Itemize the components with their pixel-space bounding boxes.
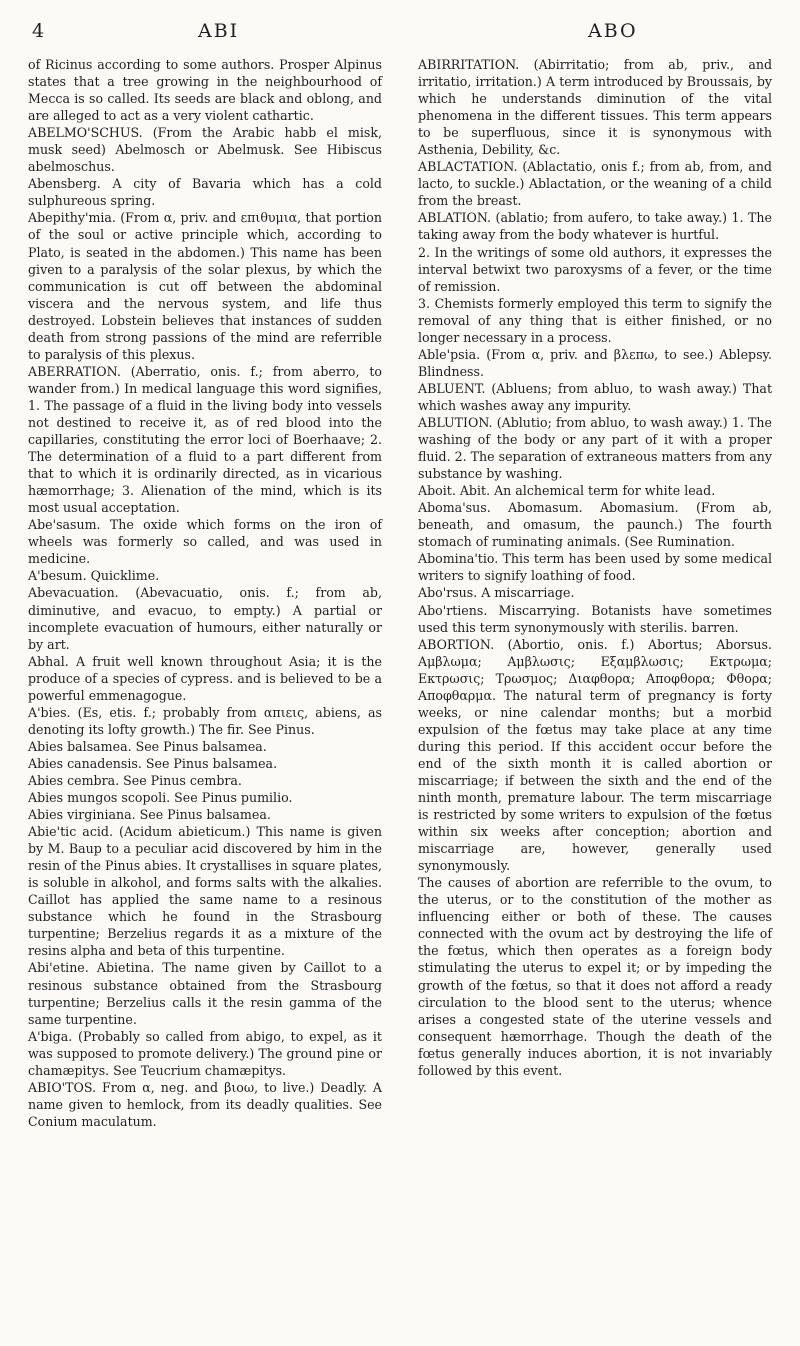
entry-abies-canadensis: Abies canadensis. See Pinus balsamea. [28, 755, 278, 771]
entry-abies-balsamea: Abies balsamea. See Pinus balsamea. [28, 738, 267, 754]
entry-ricinus-continuation: of Ricinus according to some authors. Prosper Alpinus states that a tree growing in the neighbourhood of Mecca is so called. Its seeds are black and oblong, and are alleged to act as a very violent cathartic. [28, 57, 382, 124]
left-headword: ABI [198, 20, 240, 42]
entry-ablepsia: Able'psia. (From α, priv. and βλεπω, to see.) Ablepsy. Blindness. [418, 346, 772, 379]
left-column [28, 56, 382, 1130]
entry-abietic-acid: Abie'tic acid. (Acidum abieticum.) This name is given by M. Baup to a peculiar acid discovered by him in the resin of the Pinus abies. It crystallises in square plates, is soluble in alkohol, and forms salts with the alkalies. Caillot has applied the same name to a resinous substance which he found in the Strasbourg turpentine; Berzelius regards it as a mixture of the resins alpha and beta of this turpentine. [28, 824, 382, 959]
entry-abluent: ABLUENT. (Abluens; from abluo, to wash away.) That which washes away any impurity. [418, 380, 772, 413]
entry-abiotos: ABIO'TOS. From α, neg. and βιοω, to live.) Deadly. A name given to hemlock, from its deadly qualities. See Conium maculatum. [28, 1079, 382, 1129]
entry-ablactation: ABLACTATION. (Ablactatio, onis f.; from ab, from, and lacto, to suckle.) Ablactation, or the weaning of a child from the breast. [418, 159, 772, 209]
entry-abies: A'bies. (Es, etis. f.; probably from απιεις, abiens, as denoting its lofty growth.) The fir. See Pinus. [28, 704, 382, 737]
entry-aboit: Aboit. Abit. An alchemical term for white lead. [418, 483, 716, 499]
right-headword: ABO [588, 20, 638, 42]
entry-abies-mungos: Abies mungos scopoli. See Pinus pumilio. [28, 790, 293, 806]
entry-ablation-sense-2: 2. In the writings of some old authors, it expresses the interval betwixt two paroxysms of a fever, or the time of remission. [418, 244, 772, 294]
page-number: 4 [32, 20, 45, 42]
entry-abesasum: Abe'sasum. The oxide which forms on the iron of wheels was formerly so called, and was used in medicine. [28, 517, 382, 567]
right-column [418, 56, 772, 1130]
entry-aborsus: Abo'rsus. A miscarriage. [418, 585, 575, 601]
entry-abevacuation: Abevacuation. (Abevacuatio, onis. f.; from ab, diminutive, and evacuo, to empty.) A partial or incomplete evacuation of humours, either naturally or by art. [28, 585, 382, 652]
entry-abiga: A'biga. (Probably so called from abigo, to expel, as it was supposed to promote delivery.) The ground pine or chamæpitys. See Teucrium chamæpitys. [28, 1028, 382, 1078]
entry-abominatio: Abomina'tio. This term has been used by some medical writers to signify loathing of food. [418, 551, 772, 584]
entry-abortiens: Abo'rtiens. Miscarrying. Botanists have sometimes used this term synonymously with sterilis. barren. [418, 602, 772, 635]
entry-abortion: ABORTION. (Abortio, onis. f.) Abortus; Aborsus. Αμβλωμα; Αμβλωσις; Εξαμβλωσις; Εκτρωμα; Εκτρωσις; Τρωσμος; Διαφθορα; Αποφθορα; Φθορα; Αποφθαρμα. The natural term of pregnancy is forty weeks, or nine calendar months; but a morbid expulsion of the fœtus may take place at any time during this period. If this accident occur before the end of the sixth month it is called abortion or miscarriage; if between the sixth and the end of the ninth month, premature labour. The term miscarriage is restricted by some writers to expulsion of the fœtus within six weeks after conception; abortion and miscarriage are, however, generally used synonymously. [418, 636, 772, 874]
entry-abensberg: Abensberg. A city of Bavaria which has a cold sulphureous spring. [28, 176, 382, 209]
entry-abepithymia: Abepithy'mia. (From α, priv. and επιθυμια, that portion of the soul or active principle which, according to Plato, is seated in the abdomen.) This name has been given to a paralysis of the solar plexus, by which the communication is cut off between the abdominal viscera and the nervous system, and life thus destroyed. Lobstein believes that instances of sudden death from strong passions of the mind are referrible to paralysis of this plexus. [28, 210, 382, 362]
entry-ablation-sense-3: 3. Chemists formerly employed this term to signify the removal of any thing that is either finished, or no longer necessary in a process. [418, 295, 772, 345]
entry-abhal: Abhal. A fruit well known throughout Asia; it is the produce of a species of cypress. and is believed to be a powerful emmenagogue. [28, 653, 382, 703]
running-head [28, 14, 772, 56]
entry-abomasus: Aboma'sus. Abomasum. Abomasium. (From ab, beneath, and omasum, the paunch.) The fourth stomach of ruminating animals. (See Rumination. [418, 500, 772, 550]
entry-abirritation: ABIRRITATION. (Abirritatio; from ab, priv., and irritatio, irritation.) A term introduced by Broussais, by which he understands diminution of the vital phenomena in the different tissues. This term appears to be superfluous, since it is synonymous with Asthenia, Debility, &c. [418, 57, 772, 158]
entry-ablution: ABLUTION. (Ablutio; from abluo, to wash away.) 1. The washing of the body or any part of it with a proper fluid. 2. The separation of extraneous matters from any substance by washing. [418, 414, 772, 482]
entry-ablation: ABLATION. (ablatio; from aufero, to take away.) 1. The taking away from the body whatever is hurtful. [418, 210, 772, 243]
entry-abies-virginiana: Abies virginiana. See Pinus balsamea. [28, 807, 271, 823]
entry-abies-cembra: Abies cembra. See Pinus cembra. [28, 772, 242, 788]
entry-abietine: Abi'etine. Abietina. The name given by Caillot to a resinous substance obtained from the Strasbourg turpentine; Berzelius calls it the resin gamma of the same turpentine. [28, 960, 382, 1027]
entry-abelmoschus: ABELMO'SCHUS. (From the Arabic habb el misk, musk seed) Abelmosch or Abelmusk. See Hibiscus abelmoschus. [28, 125, 382, 175]
entry-abesum: A'besum. Quicklime. [28, 568, 160, 584]
entry-abortion-causes: The causes of abortion are referrible to the ovum, to the uterus, or to the constitution of the mother as influencing either or both of these. The causes connected with the ovum act by destroying the life of the fœtus, which then operates as a foreign body stimulating the uterus to expel it; or by impeding the growth of the fœtus, so that it does not afford a ready circulation to the blood sent to the uterus; whence arises a congested state of the uterine vessels and consequent hæmorrhage. Though the death of the fœtus generally induces abortion, it is not invariably followed by this event. [418, 875, 772, 1078]
entry-aberration: ABERRATION. (Aberratio, onis. f.; from aberro, to wander from.) In medical language this word signifies, 1. The passage of a fluid in the living body into vessels not destined to receive it, as of red blood into the capillaries, constituting the error loci of Boerhaave; 2. The determination of a fluid to a part different from that to which it is ordinarily directed, as in vicarious hæmorrhage; 3. Alienation of the mind, which is its most usual acceptation. [28, 363, 382, 516]
